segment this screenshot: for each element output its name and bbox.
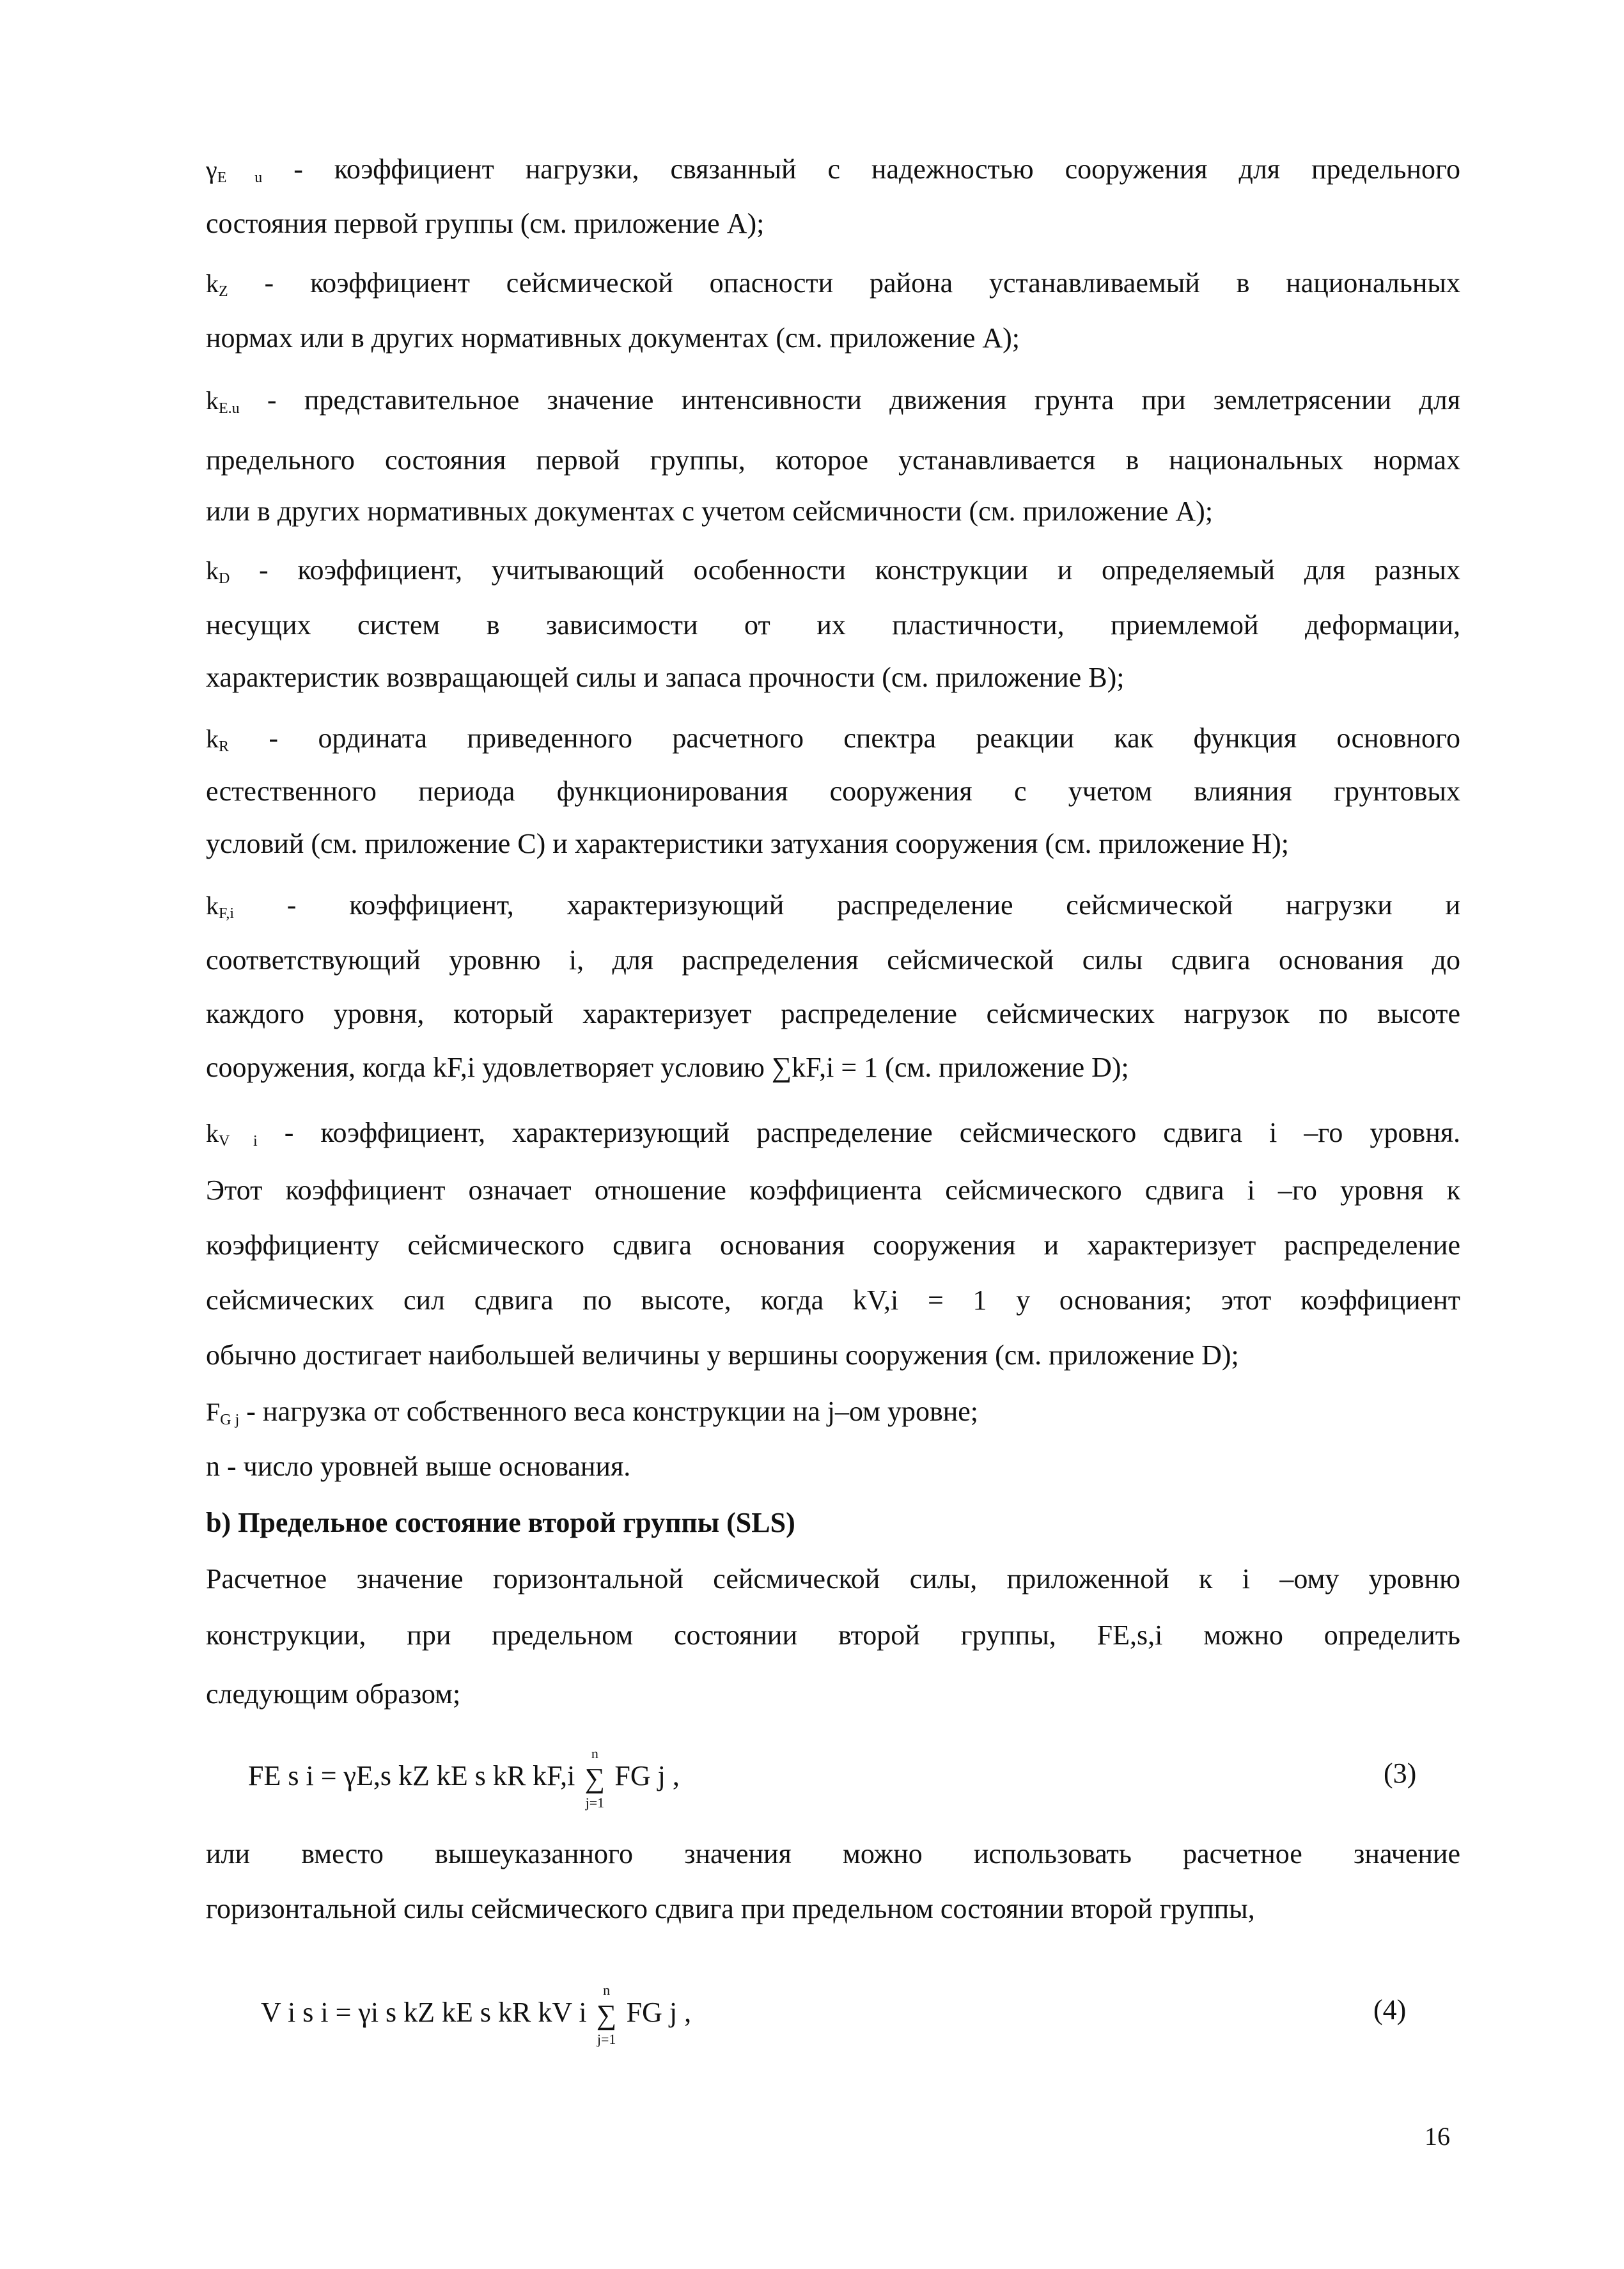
definition-continuation: нормах или в других нормативных документах (см. приложение А); <box>206 322 1020 354</box>
equation-number: (4) <box>1373 1994 1407 2025</box>
definition-continuation: обычно достигает наибольшей величины у вершины сооружения (см. приложение D); <box>206 1339 1239 1371</box>
paragraph-line: следующим образом; <box>206 1678 461 1710</box>
equation-number: (3) <box>1384 1758 1417 1789</box>
definition-kz: $k_Z$ - коэффициент сейсмической опасности района устанавливаемый в национальных <box>206 267 1460 300</box>
definition-continuation: несущих систем в зависимости от их пластичности, приемлемой деформации, <box>206 609 1460 641</box>
definition-continuation: Этот коэффициент означает отношение коэффициента сейсмического сдвига i –го уровня к <box>206 1174 1460 1206</box>
definition-gamma-eu: $\gamma_{E u}$ - коэффициент нагрузки, связанный с надежностью сооружения для предельного <box>206 153 1460 186</box>
definition-kfi: $k_{F,i}$ - коэффициент, характеризующий распределение сейсмической нагрузки и <box>206 889 1460 922</box>
paragraph-line: конструкции, при предельном состоянии второй группы, FE,s,i можно определить <box>206 1619 1460 1651</box>
summation-symbol: n ∑ j=1 <box>596 1982 617 2048</box>
definition-continuation: характеристик возвращающей силы и запаса прочности (см. приложение B); <box>206 662 1125 693</box>
section-heading: b) Предельное состояние второй группы (SLS) <box>206 1507 795 1538</box>
definition-continuation: предельного состояния первой группы, которое устанавливается в национальных нормах <box>206 444 1460 476</box>
definition-continuation: соответствующий уровню i, для распределения сейсмической силы сдвига основания до <box>206 944 1460 976</box>
paragraph-line: или вместо вышеуказанного значения можно использовать расчетное значение <box>206 1838 1460 1869</box>
definition-keu: $k_{E.u}$ - представительное значение интенсивности движения грунта при землетрясении для <box>206 384 1460 417</box>
definition-fgj: $F_{G j}$ - нагрузка от собственного веса конструкции на j–ом уровне; <box>206 1396 979 1428</box>
definition-continuation: условий (см. приложение С) и характеристики затухания сооружения (см. приложение Н); <box>206 828 1290 859</box>
formula-4: V i s i = γi s kZ kE s kR kV i n ∑ j=1 FG j , <box>261 1982 692 2048</box>
page-number: 16 <box>1425 2122 1450 2151</box>
paragraph-line: Расчетное значение горизонтальной сейсмической силы, приложенной к i –ому уровню <box>206 1563 1460 1595</box>
definition-continuation: состояния первой группы (см. приложение А); <box>206 208 765 239</box>
definition-kvi: $k_{V i}$ - коэффициент, характеризующий распределение сейсмического сдвига i –го уровня. <box>206 1117 1460 1150</box>
definition-continuation: каждого уровня, который характеризует распределение сейсмических нагрузок по высоте <box>206 998 1460 1029</box>
definition-continuation: естественного периода функционирования сооружения с учетом влияния грунтовых <box>206 776 1460 807</box>
formula-3: FE s i = γE,s kZ kE s kR kF,i n ∑ j=1 FG j , <box>248 1745 680 1811</box>
paragraph-line: горизонтальной силы сейсмического сдвига при предельном состоянии второй группы, <box>206 1893 1255 1924</box>
definition-continuation: или в других нормативных документах с учетом сейсмичности (см. приложение А); <box>206 495 1214 527</box>
definition-continuation: сейсмических сил сдвига по высоте, когда kV,i = 1 у основания; этот коэффициент <box>206 1284 1460 1316</box>
summation-symbol: n ∑ j=1 <box>584 1745 605 1811</box>
definition-kd: $k_D$ - коэффициент, учитывающий особенности конструкции и определяемый для разных <box>206 554 1460 587</box>
definition-continuation: сооружения, когда kF,i удовлетворяет условию ∑kF,i = 1 (см. приложение D); <box>206 1052 1129 1083</box>
definition-continuation: коэффициенту сейсмического сдвига основания сооружения и характеризует распределение <box>206 1229 1460 1261</box>
definition-kr: $k_R$ - ордината приведенного расчетного спектра реакции как функция основного <box>206 722 1460 755</box>
definition-n: n - число уровней выше основания. <box>206 1451 631 1482</box>
